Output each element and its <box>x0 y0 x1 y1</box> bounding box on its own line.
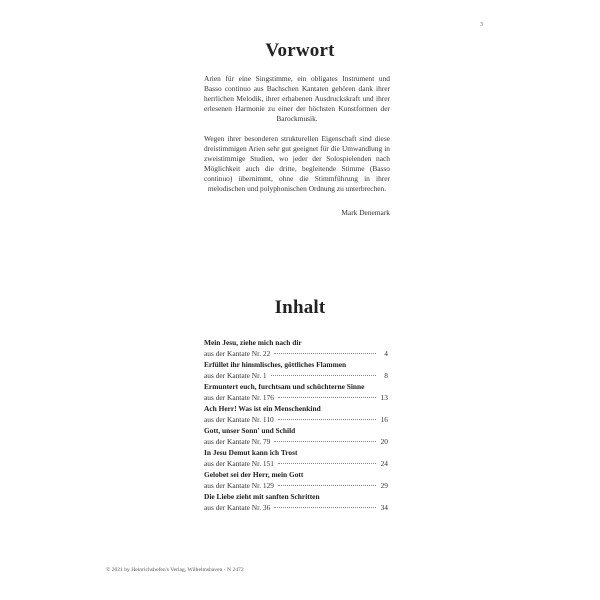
toc-entry-line <box>204 437 388 448</box>
toc-entry <box>204 492 388 514</box>
toc-dot-leader <box>274 353 376 354</box>
toc-entry-line <box>204 393 388 404</box>
toc-entry-source: aus der Kantate Nr. 129 <box>204 480 274 490</box>
toc-dot-leader <box>278 485 376 486</box>
copyright-footer: © 2021 by Heinrichshofen's Verlag, Wilhelmshaven · N 2472 <box>106 567 244 573</box>
toc-entry-source: aus der Kantate Nr. 22 <box>204 348 271 358</box>
toc-entry-page: 34 <box>380 502 388 512</box>
toc-entry-title: Ermuntert euch, furchtsam und schüchterne Sinne <box>204 382 365 391</box>
toc-dot-leader <box>274 507 376 508</box>
toc-entry-title: Mein Jesu, ziehe mich nach dir <box>204 338 302 347</box>
toc-entry-title: Erfüllet ihr himmlisches, göttliches Flammen <box>204 360 347 369</box>
toc-entry-source: aus der Kantate Nr. 176 <box>204 392 274 402</box>
toc-entry-title: Gott, unser Sonn' und Schild <box>204 426 296 435</box>
toc-entry-line <box>204 371 388 382</box>
toc-entry-page: 20 <box>380 436 388 446</box>
toc-entry <box>204 360 388 382</box>
toc-entry <box>204 382 388 404</box>
toc-entry-page: 13 <box>380 392 388 402</box>
toc-entry <box>204 470 388 492</box>
toc-entry-page: 8 <box>384 370 388 380</box>
toc-entry-page: 29 <box>380 480 388 490</box>
toc-entry-title: Die Liebe zieht mit sanften Schritten <box>204 492 320 501</box>
toc-entry-title: Gelobet sei der Herr, mein Gott <box>204 470 304 479</box>
toc-entry-page: 4 <box>384 348 388 358</box>
toc-entry-source: aus der Kantate Nr. 36 <box>204 502 271 512</box>
toc-dot-leader <box>278 419 376 420</box>
toc-entry-line <box>204 349 388 360</box>
toc-entry-page: 24 <box>380 458 388 468</box>
toc-entry-title: In Jesu Demut kann ich Trost <box>204 448 298 457</box>
toc-entry-line <box>204 503 388 514</box>
toc-entry-source: aus der Kantate Nr. 151 <box>204 458 274 468</box>
vorwort-text <box>204 74 390 204</box>
toc-dot-leader <box>278 397 376 398</box>
toc-entry-page: 16 <box>380 414 388 424</box>
toc-entry <box>204 448 388 470</box>
author-signature: Mark Denemark <box>341 208 390 217</box>
toc-dot-leader <box>274 441 376 442</box>
toc-entry <box>204 404 388 426</box>
toc-entry-source: aus der Kantate Nr. 79 <box>204 436 271 446</box>
vorwort-heading: Vorwort <box>265 40 335 61</box>
toc-entry-line <box>204 481 388 492</box>
table-of-contents <box>204 338 388 514</box>
toc-entry-source: aus der Kantate Nr. 1 <box>204 370 267 380</box>
toc-entry-source: aus der Kantate Nr. 110 <box>204 414 274 424</box>
toc-entry <box>204 426 388 448</box>
toc-entry <box>204 338 388 360</box>
page-number: 3 <box>480 22 483 28</box>
toc-entry-title: Ach Herr! Was ist ein Menschenkind <box>204 404 321 413</box>
toc-entry-line <box>204 415 388 426</box>
vorwort-paragraph: Arien für eine Singstimme, ein obligates Instrument und Basso continuo aus Bachschen Kantaten gehören dank ihrer herrlichen Melodik, ihrer erhabenen Ausdruckskraft und ihrer erlesenen Harmonie zu einer der höchsten Kunstformen der Barockmusik. <box>204 74 390 123</box>
toc-entry-line <box>204 459 388 470</box>
inhalt-heading: Inhalt <box>274 297 326 318</box>
toc-dot-leader <box>271 375 376 376</box>
toc-dot-leader <box>278 463 376 464</box>
vorwort-paragraph: Wegen ihrer besonderen strukturellen Eigenschaft sind diese dreistimmigen Arien sehr gut geeignet für die Umwandlung in zweistimmige Studien, wo jeder der Solospielenden nach Möglichkeit auch die dritte, begleitende Stimme (Basso continuo) übernimmt, ohne die Stimmführung in ihrer melodischen und polyphonischen Ordnung zu unterbrechen. <box>204 134 390 193</box>
